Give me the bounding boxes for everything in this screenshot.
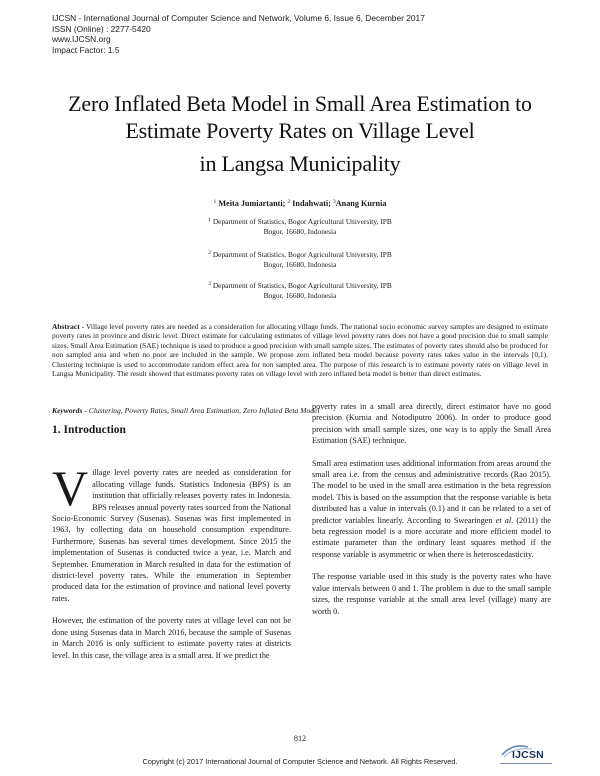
author-list: $^1$ Meita Jumiartanti; $^2$ Indahwati; $^3$Anang Kurnia xyxy=(213,199,387,208)
intro-paragraph-3: poverty rates in a small area directly, direct estimator have no good precision (Kurnia and Notodiputro 2006). In order to produce good precision with small sample sizes, one way is to apply the Small Area Estimation (SAE) technique. xyxy=(312,402,551,446)
keywords-label: Keywords - xyxy=(52,406,87,415)
intro-paragraph-1: Village level poverty rates are needed as consideration for allocating village funds. Statistics Indonesia (BPS) is an institution that officially releases poverty rates in Indonesia. BPS releases annual poverty rates sourced from the National Socio-Economic Survey (Susenas). Susenas was first implemented in 1963, by collecting data on household consumption expenditure. Furthermore, Susenas has several times development. Since 2015 the implementation of Susenas is conducted twice a year, i.e. March and September. Enumeration in March resulted in data for the estimation of district-level poverty rates. While the enumeration in September produced data for the estimation of province and national level poverty rates. xyxy=(52,460,291,603)
title-line-3: in Langsa Municipality xyxy=(199,151,401,176)
section-heading: 1. Introduction xyxy=(52,424,126,436)
intro-paragraph-4: Small area estimation uses additional information from areas around the small area i.e. from the census and administrative records (Rao 2015). The model to be used in the small area estimation is the beta regression model. This is based on the assumption that the response variable is beta distributed has a value in intervals (0.1) and it can be related to a set of predictor variables linearly. According to Swearingen et al. (2011) the beta regression model is a more accurate and more efficient model to estimate parameter than the ordinary least squares method if the response variable is asymmetric or when there is heteroscedasticity. xyxy=(312,458,552,559)
journal-header xyxy=(52,13,425,55)
journal-name: IJCSN - International Journal of Computer Science and Network, Volume 6, Issue 6, December 2017 xyxy=(52,13,425,23)
affiliation-2: $^2$ Department of Statistics, Bogor Agricultural University, IPB Bogor, 16680, Indonesia xyxy=(208,250,392,269)
drop-cap: V xyxy=(52,460,89,517)
author-2: Indahwati; xyxy=(292,199,331,208)
abstract xyxy=(52,322,548,378)
author-1: Meita Jumiartanti; xyxy=(218,199,286,208)
page-number: 812 xyxy=(293,734,307,743)
intro-paragraph-5: The response variable used in this study is the poverty rates who have value intervals between 0 and 1. The problem is due to the small sample sizes, the response variable at the small area level (village) many are worth 0. xyxy=(312,572,551,616)
logo-text: IJCSN xyxy=(512,749,544,761)
title-line-2: Estimate Poverty Rates on Village Level xyxy=(125,118,475,143)
right-column xyxy=(312,401,551,628)
affiliation-3: $^3$ Department of Statistics, Bogor Agricultural University, IPB Bogor, 16680, Indonesia xyxy=(208,281,392,300)
keywords-text: Clustering, Poverty Rates, Small Area Estimation, Zero Inflated Beta Model xyxy=(86,406,320,415)
title-line-1: Zero Inflated Beta Model in Small Area Estimation to xyxy=(68,91,532,116)
paper-title xyxy=(40,90,560,177)
left-column xyxy=(52,421,291,672)
abstract-text: - Village level poverty rates are needed as a consideration for allocating village funds. The national socio economic survey samples are designed to estimate poverty rates in province and distric level. Direct estimate for calculating estimates of village level poverty rates does not have a good precision due to small sample sizes. Small Area Estimation (SAE) technique is used to produce a good precision with small sample sizes. The estimates of poverty rates should also be produced for non sampled area and when no poor are included in the sample. We propose zero inflated beta model because poverty rates takes value in the intervals [0,1). Clustering technique is used to accommodate random effect area for non sampled area. The purpose of this research is to estimate poverty rates on village level in Langsa Municipality. The result showed that estimates poverty rates on village level with zero inflated beta model is better than direct estimates. xyxy=(52,322,548,379)
intro-paragraph-2: However, the estimation of the poverty rates at village level can not be done using Susenas data in March 2016, because the sample of Susenas in March 2016 is only sufficient to estimate poverty rates at districts level. In this case, the village area is a small area. If we predict the xyxy=(52,616,291,660)
impact-factor: Impact Factor: 1.5 xyxy=(52,44,120,55)
abstract-label: Abstract xyxy=(52,322,80,331)
author-3: Anang Kurnia xyxy=(335,199,387,208)
issn: ISSN (Online) : 2277-5420 xyxy=(52,23,151,34)
affiliation-1: $^1$ Department of Statistics, Bogor Agricultural University, IPB Bogor, 16680, Indonesia xyxy=(208,217,392,236)
copyright-footer: Copyright (c) 2017 International Journal of Computer Science and Network. All Rights Reserved. xyxy=(142,757,458,766)
website[interactable]: www.IJCSN.org xyxy=(52,34,111,45)
